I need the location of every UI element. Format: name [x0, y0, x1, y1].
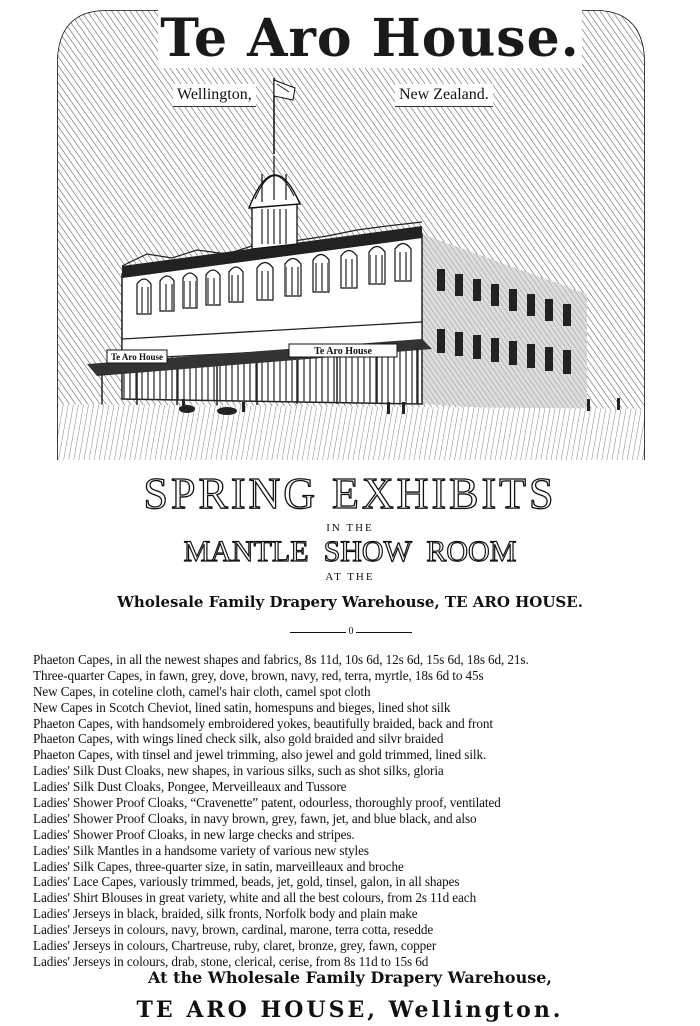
list-item: Ladies' Silk Dust Cloaks, new shapes, in various silks, such as shot silks, gloria: [33, 763, 444, 779]
list-item: Ladies' Silk Dust Cloaks, Pongee, Merveilleaux and Tussore: [33, 779, 347, 795]
divider-ornament-center: 0: [348, 626, 354, 637]
footer-warehouse-line: At the Wholesale Family Drapery Warehouse,: [148, 968, 552, 987]
engraving-illustration: [27, 4, 675, 460]
storefront-sign-left: Te Aro House: [110, 352, 164, 362]
list-item: Ladies' Jerseys in colours, Chartreuse, ruby, claret, bronze, grey, fawn, copper: [33, 938, 437, 954]
masthead-title: Te Aro House.: [158, 10, 582, 68]
spring-exhibits-heading: SPRING EXHIBITS: [143, 469, 557, 518]
goods-list: [33, 652, 683, 970]
in-the-caption: IN THE: [326, 522, 374, 534]
list-item: Ladies' Shirt Blouses in great variety, white and all the best colours, from 2s 11d each: [33, 890, 477, 906]
location-wellington: Wellington,: [173, 84, 256, 107]
list-item: Ladies' Silk Mantles in a handsome variety of various new styles: [33, 842, 369, 858]
list-item: Phaeton Capes, with handsomely embroidered yokes, beautifully braided, back and front: [33, 715, 493, 731]
list-item: Ladies' Shower Proof Cloaks, in new large checks and stripes.: [33, 826, 355, 842]
list-item: New Capes, in coteline cloth, camel's hair cloth, camel spot cloth: [33, 683, 371, 699]
list-item: Ladies' Jerseys in colours, drab, stone, clerical, cerise, from 8s 11d to 15s 6d: [33, 953, 429, 969]
storefront-sign-center: Te Aro House: [314, 346, 372, 357]
warehouse-heading: Wholesale Family Drapery Warehouse, TE ARO HOUSE.: [117, 593, 583, 611]
at-the-caption: AT THE: [325, 571, 375, 583]
list-item: New Capes in Scotch Cheviot, lined satin, homespuns and bieges, lined shot silk: [33, 699, 451, 715]
list-item: Three-quarter Capes, in fawn, grey, dove, brown, navy, red, terra, myrtle, 18s 6d to 45s: [33, 667, 484, 683]
divider-ornament: [290, 626, 412, 638]
list-item: Phaeton Capes, with tinsel and jewel trimming, also jewel and gold trimmed, lined silk.: [33, 747, 487, 763]
list-item: Ladies' Lace Capes, variously trimmed, beads, jet, gold, tinsel, galon, in all shapes: [33, 874, 460, 890]
list-item: Ladies' Shower Proof Cloaks, “Cravenette” patent, odourless, thoroughly proof, ventilated: [33, 795, 501, 811]
list-item: Ladies' Silk Capes, three-quarter size, in satin, marveilleaux and broche: [33, 858, 404, 874]
footer-store-name: TE ARO HOUSE, Wellington.: [136, 997, 564, 1023]
list-item: Ladies' Jerseys in colours, navy, brown, cardinal, marone, terra cotta, resedde: [33, 922, 434, 938]
list-item: Phaeton Capes, with wings lined check silk, also gold braided and silvr braided: [33, 731, 444, 747]
list-item: Ladies' Shower Proof Cloaks, in navy brown, grey, fawn, jet, and blue black, and also: [33, 810, 477, 826]
list-item: Ladies' Jerseys in black, braided, silk fronts, Norfolk body and plain make: [33, 906, 418, 922]
list-item: Phaeton Capes, in all the newest shapes and fabrics, 8s 11d, 10s 6d, 12s 6d, 15s 6d, 18s 6d, 21s.: [33, 652, 529, 667]
location-new-zealand: New Zealand.: [395, 84, 493, 107]
building-engraving: [27, 4, 675, 460]
mantle-show-room-heading: MANTLE SHOW ROOM: [183, 535, 517, 568]
